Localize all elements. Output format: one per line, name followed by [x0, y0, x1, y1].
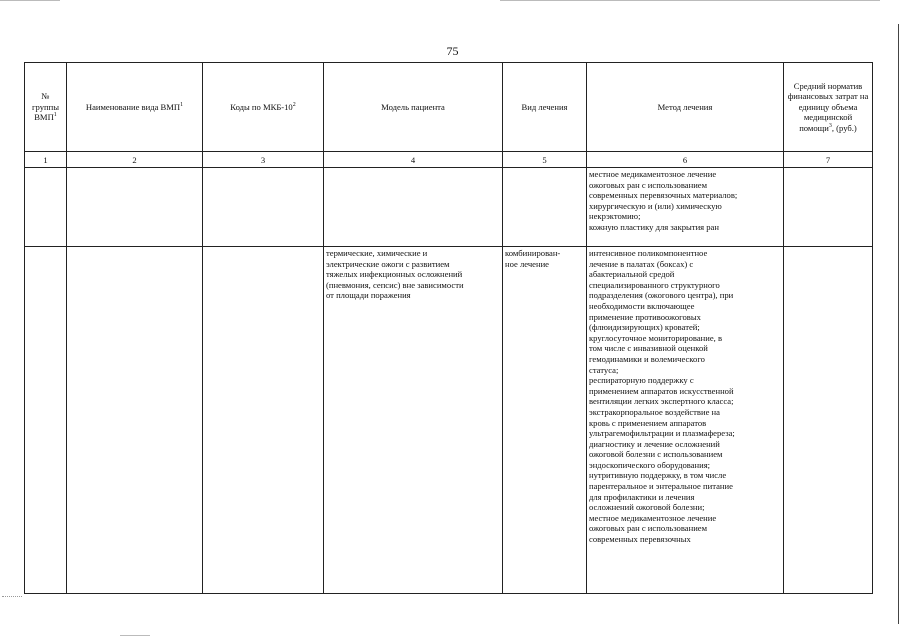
header-cost: Средний норматив финансовых затрат на единицу объема медицинской помощи$^3$, (руб.) — [784, 63, 873, 152]
method-line: для профилактики и лечения — [589, 491, 695, 502]
method-line: кожную пластику для закрытия ран — [589, 221, 719, 232]
method-line: диагностику и лечение осложнений — [589, 438, 720, 449]
method-line: применение противоожоговых — [589, 311, 701, 322]
method-line: осложнений ожоговой болезни; — [589, 502, 705, 513]
model-line: от площади поражения — [326, 290, 411, 301]
cell-codes — [203, 247, 324, 594]
vmp-table — [24, 62, 873, 594]
header-treatment: Вид лечения — [503, 63, 587, 152]
column-number: 1 — [25, 152, 67, 168]
method-line: необходимости включающее — [589, 300, 695, 311]
cell-group — [25, 247, 67, 594]
method-line: современных перевязочных — [589, 534, 691, 545]
cell-treatment — [503, 247, 587, 594]
method-line: специализированного структурного — [589, 279, 720, 290]
method-line: ожоговых ран с использованием — [589, 179, 708, 190]
method-line: ожоговой болезни с использованием — [589, 449, 723, 460]
scan-edge-mark — [0, 0, 60, 1]
header-model: Модель пациента — [324, 63, 503, 152]
method-line: (флюидизирующих) кроватей; — [589, 322, 700, 333]
method-line: том числе с инвазивной оценкой — [589, 343, 708, 354]
method-line: эндоскопического оборудования; — [589, 459, 711, 470]
header-method: Метод лечения — [587, 63, 784, 152]
column-number: 3 — [203, 152, 324, 168]
method-line: респираторную поддержку с — [589, 375, 694, 386]
method-line: хирургическую и (или) химическую — [589, 200, 722, 211]
cell-model — [324, 168, 503, 247]
cell-group — [25, 168, 67, 247]
model-line: тяжелых инфекционных осложнений — [326, 269, 463, 280]
method-line: абактериальной средой — [589, 269, 675, 280]
model-line: (пневмония, сепсис) вне зависимости — [326, 279, 464, 290]
method-line: лечение в палатах (боксах) с — [589, 258, 694, 269]
scan-edge-mark — [500, 0, 880, 1]
method-line: круглосуточное мониторирование, в — [589, 332, 723, 343]
column-number: 4 — [324, 152, 503, 168]
cell-treatment — [503, 168, 587, 247]
method-line: интенсивное поликомпонентное — [589, 248, 708, 258]
method-line: гемодинамики и волемического — [589, 353, 705, 364]
method-line: применением аппаратов искусственной — [589, 385, 734, 396]
method-line: подразделения (ожогового центра), при — [589, 290, 734, 301]
method-line: местное медикаментозное лечение — [589, 169, 717, 179]
cell-codes — [203, 168, 324, 247]
table-row — [25, 247, 873, 594]
column-number: 2 — [67, 152, 203, 168]
cell-cost — [784, 247, 873, 594]
header-name: Наименование вида ВМП$^1$ — [67, 63, 203, 152]
model-line: электрические ожоги с развитием — [326, 258, 450, 269]
header-group: № группы ВМП$^1$ — [25, 63, 67, 152]
header-row — [25, 63, 873, 152]
column-number: 7 — [784, 152, 873, 168]
column-number-row — [25, 152, 873, 168]
table-row — [25, 168, 873, 247]
method-line: экстракорпоральное воздействие на — [589, 406, 720, 417]
column-number: 5 — [503, 152, 587, 168]
cell-name — [67, 168, 203, 247]
method-line: нутритивную поддержку, в том числе — [589, 470, 727, 481]
cell-method — [587, 247, 784, 594]
method-line: статуса; — [589, 364, 619, 375]
cell-model — [324, 247, 503, 594]
treatment-line: комбинирован- — [505, 248, 561, 258]
header-codes: Коды по МКБ-$10^2$ — [203, 63, 324, 152]
method-line: некрэктомию; — [589, 211, 641, 222]
scan-edge-mark — [120, 635, 150, 636]
method-line: кровь с применением аппаратов — [589, 417, 707, 428]
method-line: ультрагемофильтрации и плазмафереза; — [589, 428, 735, 439]
method-line: местное медикаментозное лечение — [589, 512, 717, 523]
scan-edge-rule — [898, 24, 899, 624]
cell-name — [67, 247, 203, 594]
treatment-line: ное лечение — [505, 258, 550, 269]
page-number: 75 — [446, 44, 459, 58]
scan-edge-dots — [2, 596, 22, 598]
method-line: ожоговых ран с использованием — [589, 523, 708, 534]
cell-method — [587, 168, 784, 247]
column-number: 6 — [587, 152, 784, 168]
method-line: парентеральное и энтеральное питание — [589, 481, 733, 492]
method-line: вентиляции легких экспертного класса; — [589, 396, 734, 407]
cell-cost — [784, 168, 873, 247]
model-line: термические, химические и — [326, 248, 428, 258]
method-line: современных перевязочных материалов; — [589, 190, 738, 201]
